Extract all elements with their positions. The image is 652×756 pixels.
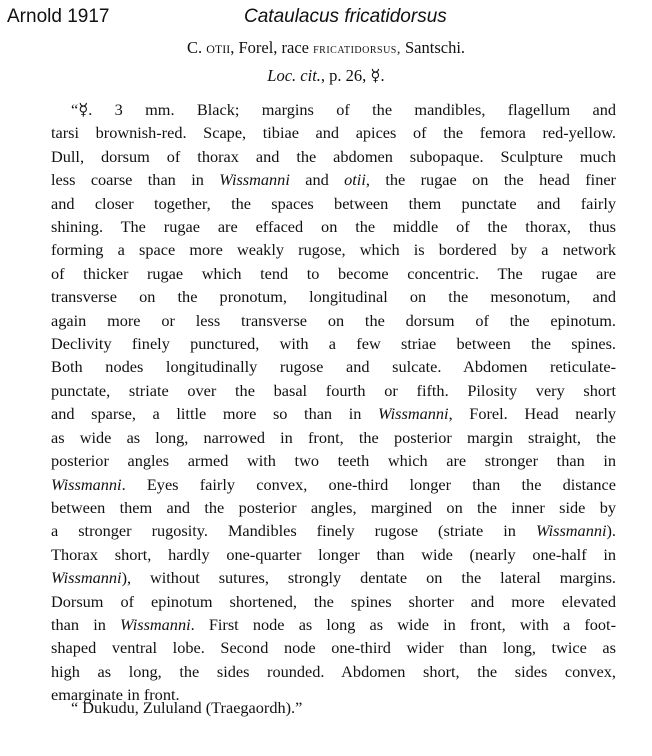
- heading-race-author: Santschi.: [405, 38, 466, 57]
- description-line: [51, 496, 616, 519]
- heading-species: otii,: [206, 38, 235, 57]
- reference-line: [0, 66, 652, 86]
- heading-genus: C.: [186, 38, 203, 57]
- description-fragment: Dull, dorsum of thorax and the abdomen subopaque. Sculpture much: [51, 146, 616, 166]
- description-fragment: shining. The rugae are effaced on the middle of the thorax, thus: [51, 217, 616, 237]
- description-line: [51, 262, 616, 285]
- description-fragment: between them and the posterior angles, margined on the inner side by: [51, 497, 616, 517]
- description-fragment: , the rugae on the head finer: [365, 170, 616, 190]
- description-line: [51, 238, 616, 261]
- description-fragment: than in: [51, 614, 121, 634]
- description-line: [51, 543, 616, 566]
- description-fragment: Declivity finely punctured, with a few striae between the spines.: [51, 334, 616, 354]
- description-line: [51, 519, 616, 542]
- reference-page: , p. 26, ☿.: [320, 66, 385, 85]
- description-fragment: posterior angles armed with two teeth which are stronger than in: [51, 451, 616, 471]
- description-text: [51, 98, 616, 707]
- species-name: Wissmanni: [378, 404, 449, 424]
- description-line: [51, 660, 616, 683]
- description-fragment: “☿. 3 mm. Black; margins of the mandibles, flagellum and: [71, 100, 616, 119]
- reference-loc-cit: Loc. cit.: [267, 66, 321, 85]
- locality-line: “ Dukudu, Zululand (Traegaordh).”: [71, 698, 303, 717]
- description-line: [51, 332, 616, 355]
- description-line: [51, 473, 616, 496]
- description-line: [51, 590, 616, 613]
- taxon-heading: [0, 38, 652, 58]
- description-line: [51, 192, 616, 215]
- species-name: Wissmanni: [51, 474, 122, 494]
- species-name: otii: [344, 170, 366, 190]
- description-line: [51, 449, 616, 472]
- description-fragment: , Forel. Head nearly: [448, 404, 616, 424]
- heading-author: Forel, race: [238, 38, 309, 57]
- header-taxon-name: Cataulacus fricatidorsus: [244, 6, 447, 27]
- description-line: [51, 98, 616, 121]
- description-fragment: again more or less transverse on the dorsum of the epinotum.: [51, 310, 616, 330]
- heading-race: fricatidorsus,: [313, 42, 401, 57]
- description-line: [51, 145, 616, 168]
- species-name: Wissmanni: [535, 521, 607, 541]
- description-fragment: emarginate in front.: [51, 685, 180, 705]
- description-line: [51, 309, 616, 332]
- description-line: [51, 285, 616, 308]
- description-line: [51, 613, 616, 636]
- description-line: [51, 168, 616, 191]
- description-fragment: tarsi brownish-red. Scape, tibiae and apices of the femora red-yellow.: [51, 123, 616, 143]
- description-line: [51, 402, 616, 425]
- species-name: Wissmanni: [219, 170, 290, 190]
- description-fragment: ), without sutures, strongly dentate on the lateral margins.: [121, 568, 616, 588]
- description-fragment: transverse on the pronotum, longitudinal on the mesonotum, and: [51, 287, 616, 307]
- header-author-year: Arnold 1917: [7, 6, 110, 27]
- description-fragment: . Eyes fairly convex, one-third longer than the distance: [121, 474, 616, 494]
- description-fragment: less coarse than in: [51, 170, 220, 190]
- species-name: Wissmanni: [51, 568, 122, 588]
- species-name: Wissmanni: [120, 614, 191, 634]
- description-fragment: Dorsum of epinotum shortened, the spines shorter and more elevated: [51, 591, 616, 611]
- description-fragment: . First node as long as wide in front, with a foot-: [190, 614, 616, 634]
- description-line: [51, 566, 616, 589]
- description-line: [51, 121, 616, 144]
- description-fragment: Thorax short, hardly one-quarter longer than wide (nearly one-half in: [51, 544, 616, 564]
- description-line: [51, 355, 616, 378]
- description-fragment: as wide as long, narrowed in front, the posterior margin straight, the: [51, 427, 616, 447]
- description-line: [51, 215, 616, 238]
- description-line: [51, 426, 616, 449]
- description-fragment: ).: [606, 521, 616, 541]
- description-fragment: punctate, striate over the basal fourth or fifth. Pilosity very short: [51, 380, 616, 400]
- description-fragment: and closer together, the spaces between them punctate and fairly: [51, 193, 616, 213]
- description-fragment: and: [289, 170, 345, 190]
- description-fragment: forming a space more weakly rugose, which is bordered by a network: [51, 240, 616, 260]
- description-line: [51, 636, 616, 659]
- description-fragment: Both nodes longitudinally rugose and sulcate. Abdomen reticulate-: [51, 357, 616, 377]
- description-fragment: and sparse, a little more so than in: [51, 404, 378, 424]
- description-fragment: of thicker rugae which tend to become concentric. The rugae are: [51, 263, 616, 283]
- description-fragment: shaped ventral lobe. Second node one-third wider than long, twice as: [51, 638, 616, 658]
- description-fragment: a stronger rugosity. Mandibles finely rugose (striate in: [51, 521, 536, 541]
- description-fragment: high as long, the sides rounded. Abdomen short, the sides convex,: [51, 661, 616, 681]
- description-line: [51, 379, 616, 402]
